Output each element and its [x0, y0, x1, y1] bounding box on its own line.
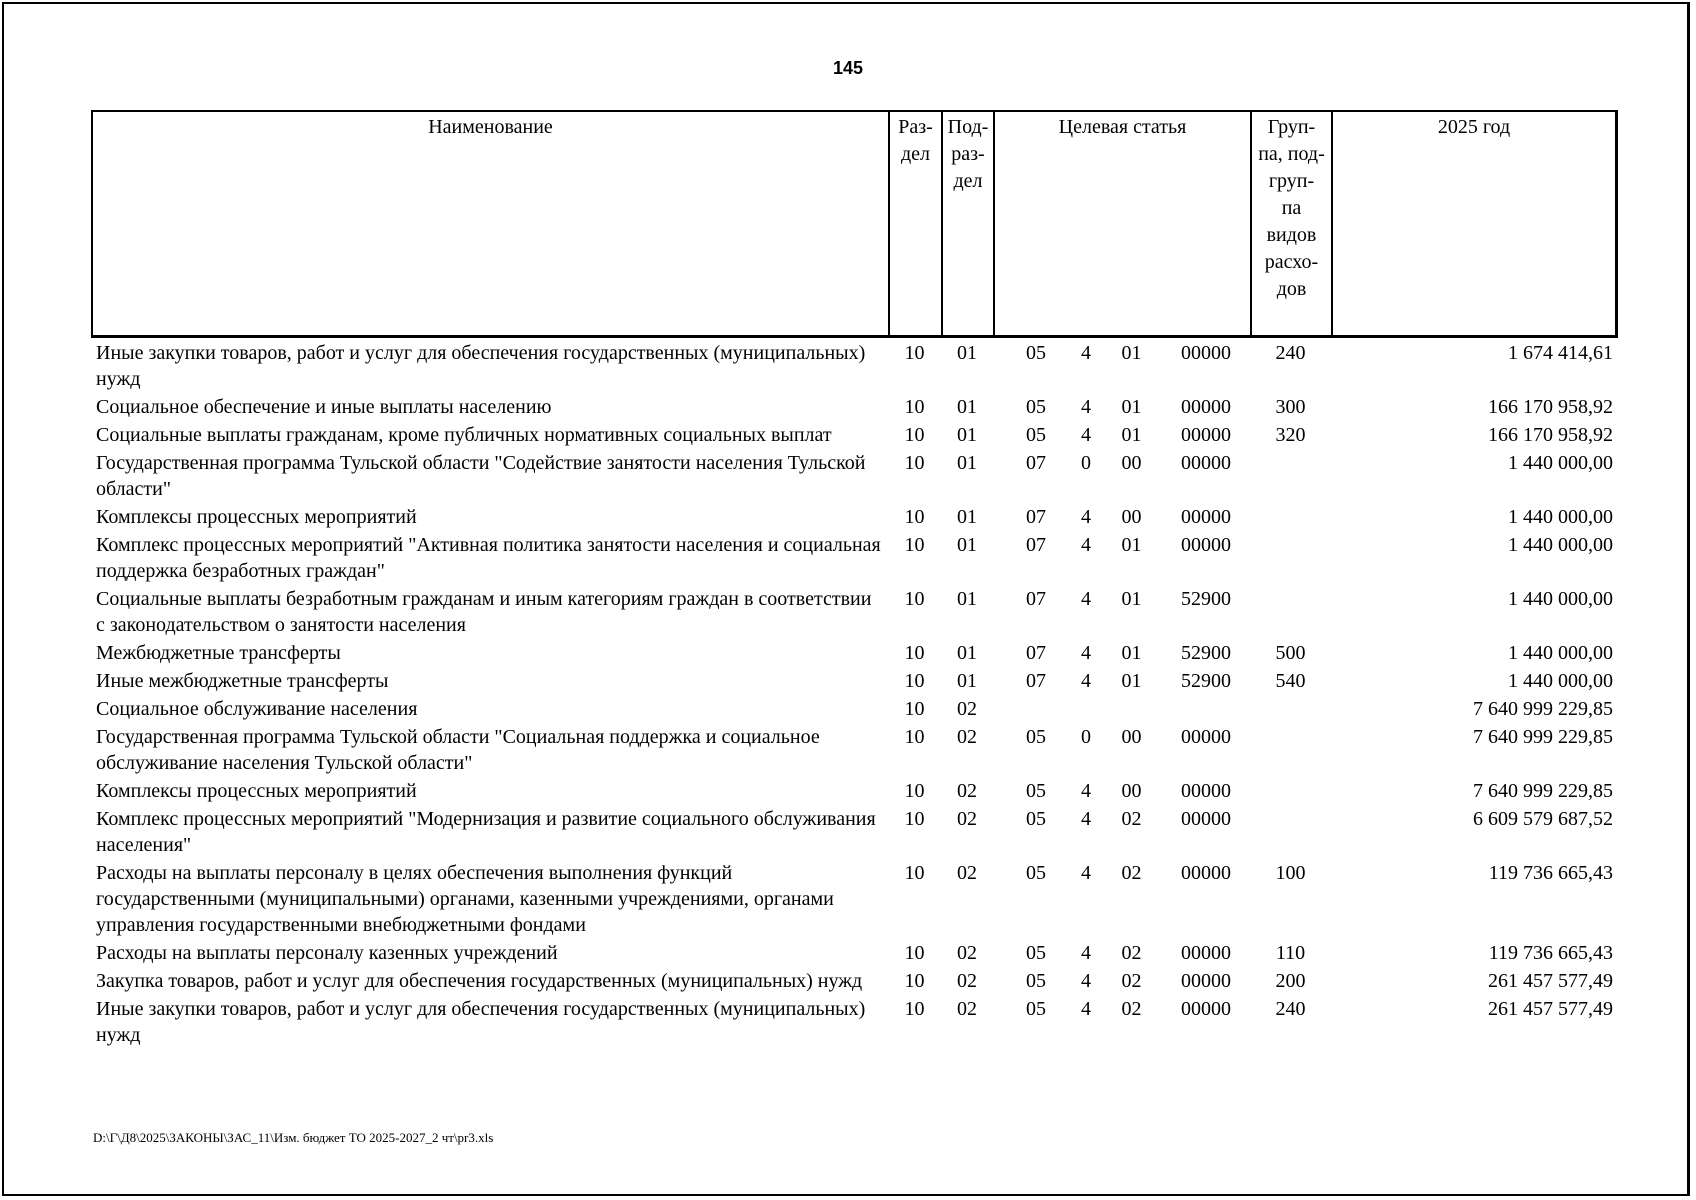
row-group: 110 — [1275, 942, 1306, 964]
row-t2: 4 — [1081, 506, 1091, 528]
row-t4: 52900 — [1181, 588, 1231, 610]
row-amount: 261 457 577,49 — [1488, 970, 1613, 992]
row-t1: 05 — [1026, 342, 1046, 364]
row-t4: 00000 — [1181, 998, 1231, 1020]
row-podrazdel: 01 — [957, 534, 977, 556]
table-row — [91, 724, 1618, 776]
row-podrazdel: 01 — [957, 342, 977, 364]
table-row — [91, 996, 1618, 1048]
table-header — [91, 110, 1618, 338]
row-name: Государственная программа Тульской области "Содействие занятости населения Тульской области" — [96, 452, 866, 500]
row-podrazdel: 02 — [957, 726, 977, 748]
row-amount: 1 440 000,00 — [1508, 588, 1613, 610]
row-name: Иные закупки товаров, работ и услуг для обеспечения государственных (муниципальных) нужд — [96, 342, 866, 390]
row-group: 100 — [1275, 862, 1306, 884]
row-t2: 4 — [1081, 534, 1091, 556]
row-t3: 01 — [1121, 396, 1142, 418]
row-t3: 01 — [1121, 670, 1142, 692]
row-razdel: 10 — [904, 698, 925, 720]
row-name: Государственная программа Тульской области "Социальная поддержка и социальное обслуживание населения Тульской области" — [96, 726, 820, 774]
row-amount: 1 440 000,00 — [1508, 642, 1613, 664]
row-podrazdel: 01 — [957, 670, 977, 692]
row-t2: 4 — [1081, 998, 1091, 1020]
row-amount: 119 736 665,43 — [1488, 942, 1613, 964]
row-podrazdel: 01 — [957, 588, 977, 610]
row-razdel: 10 — [904, 342, 925, 364]
row-t2: 4 — [1081, 780, 1091, 802]
row-name: Социальные выплаты гражданам, кроме публичных нормативных социальных выплат — [96, 424, 832, 446]
row-amount: 7 640 999 229,85 — [1473, 726, 1613, 748]
header-year: 2025 год — [1437, 116, 1511, 138]
row-name: Социальные выплаты безработным гражданам и иным категориям граждан в соответствии с законодательством о занятости населения — [96, 588, 872, 636]
row-amount: 261 457 577,49 — [1488, 998, 1613, 1020]
row-group: 240 — [1275, 998, 1306, 1020]
row-name: Закупка товаров, работ и услуг для обеспечения государственных (муниципальных) нужд — [96, 970, 863, 992]
row-t1: 05 — [1026, 862, 1046, 884]
row-podrazdel: 02 — [957, 998, 977, 1020]
table-body — [91, 340, 1618, 1050]
row-name: Комплекс процессных мероприятий "Модернизация и развитие социального обслуживания населения" — [96, 808, 876, 856]
row-amount: 1 440 000,00 — [1508, 534, 1613, 556]
row-name: Социальное обеспечение и иные выплаты населению — [96, 396, 552, 418]
row-razdel: 10 — [904, 642, 925, 664]
row-amount: 1 440 000,00 — [1508, 670, 1613, 692]
row-amount: 1 674 414,61 — [1508, 342, 1613, 364]
row-amount: 1 440 000,00 — [1508, 452, 1613, 474]
row-podrazdel: 02 — [957, 862, 977, 884]
row-t4: 00000 — [1181, 534, 1231, 556]
row-podrazdel: 02 — [957, 780, 977, 802]
row-t1: 05 — [1026, 726, 1046, 748]
row-t1: 05 — [1026, 970, 1046, 992]
table-row — [91, 668, 1618, 694]
row-amount: 7 640 999 229,85 — [1473, 780, 1613, 802]
row-name: Расходы на выплаты персоналу казенных учреждений — [96, 942, 558, 964]
row-t4: 00000 — [1181, 452, 1231, 474]
row-t1: 05 — [1026, 942, 1046, 964]
row-t4: 00000 — [1181, 424, 1231, 446]
row-t4: 00000 — [1181, 342, 1231, 364]
row-t1: 07 — [1026, 670, 1046, 692]
row-t2: 4 — [1081, 424, 1091, 446]
row-razdel: 10 — [904, 534, 925, 556]
row-t2: 4 — [1081, 642, 1091, 664]
row-t1: 05 — [1026, 780, 1046, 802]
row-podrazdel: 01 — [957, 506, 977, 528]
row-razdel: 10 — [904, 862, 925, 884]
row-amount: 166 170 958,92 — [1488, 396, 1613, 418]
row-razdel: 10 — [904, 424, 925, 446]
row-t2: 4 — [1081, 970, 1091, 992]
table-row — [91, 450, 1618, 502]
row-name: Социальное обслуживание населения — [96, 698, 418, 720]
row-razdel: 10 — [904, 588, 925, 610]
row-podrazdel: 01 — [957, 452, 977, 474]
row-name: Иные закупки товаров, работ и услуг для обеспечения государственных (муниципальных) нужд — [96, 998, 866, 1046]
row-t1: 05 — [1026, 808, 1046, 830]
row-podrazdel: 02 — [957, 942, 977, 964]
row-t3: 01 — [1121, 588, 1142, 610]
row-t4: 00000 — [1181, 808, 1231, 830]
row-t4: 00000 — [1181, 506, 1231, 528]
row-razdel: 10 — [904, 942, 925, 964]
row-t1: 07 — [1026, 452, 1046, 474]
header-razdel: Раз- дел — [890, 112, 943, 335]
row-razdel: 10 — [904, 670, 925, 692]
row-t3: 02 — [1121, 998, 1142, 1020]
row-t2: 0 — [1081, 726, 1091, 748]
row-name: Иные межбюджетные трансферты — [96, 670, 389, 692]
row-group: 320 — [1275, 424, 1306, 446]
row-razdel: 10 — [904, 780, 925, 802]
row-t2: 4 — [1081, 670, 1091, 692]
table-row — [91, 586, 1618, 638]
row-t4: 00000 — [1181, 862, 1231, 884]
row-name: Комплексы процессных мероприятий — [96, 780, 417, 802]
table-row — [91, 532, 1618, 584]
row-t3: 02 — [1121, 808, 1142, 830]
row-t1: 05 — [1026, 396, 1046, 418]
row-t3: 02 — [1121, 970, 1142, 992]
row-razdel: 10 — [904, 808, 925, 830]
row-t2: 0 — [1081, 452, 1091, 474]
table-row — [91, 778, 1618, 804]
row-t4: 00000 — [1181, 780, 1231, 802]
row-t3: 00 — [1121, 506, 1142, 528]
row-group: 500 — [1275, 642, 1306, 664]
row-razdel: 10 — [904, 452, 925, 474]
header-podrazdel: Под- раз- дел — [943, 112, 995, 335]
row-t4: 00000 — [1181, 970, 1231, 992]
row-t3: 02 — [1121, 942, 1142, 964]
table-row — [91, 422, 1618, 448]
table-row — [91, 640, 1618, 666]
table-row — [91, 968, 1618, 994]
table-row — [91, 860, 1618, 938]
row-name: Межбюджетные трансферты — [96, 642, 341, 664]
header-target: Целевая статья — [995, 112, 1252, 335]
row-t3: 02 — [1121, 862, 1142, 884]
row-t4: 52900 — [1181, 670, 1231, 692]
row-t2: 4 — [1081, 342, 1091, 364]
row-t1: 07 — [1026, 534, 1046, 556]
row-group: 200 — [1275, 970, 1306, 992]
table-row — [91, 504, 1618, 530]
table-row — [91, 394, 1618, 420]
row-name: Комплексы процессных мероприятий — [96, 506, 417, 528]
row-group: 240 — [1275, 342, 1306, 364]
row-t2: 4 — [1081, 808, 1091, 830]
row-razdel: 10 — [904, 396, 925, 418]
header-group: Груп- па, под- груп- па видов расхо- дов — [1252, 112, 1333, 335]
row-podrazdel: 01 — [957, 396, 977, 418]
row-t1: 05 — [1026, 424, 1046, 446]
row-t2: 4 — [1081, 396, 1091, 418]
row-t4: 00000 — [1181, 942, 1231, 964]
row-t3: 00 — [1121, 726, 1142, 748]
row-t3: 01 — [1121, 534, 1142, 556]
row-podrazdel: 02 — [957, 970, 977, 992]
row-t3: 01 — [1121, 424, 1142, 446]
page-number: 145 — [832, 58, 864, 78]
row-t3: 00 — [1121, 452, 1142, 474]
row-t2: 4 — [1081, 588, 1091, 610]
row-razdel: 10 — [904, 970, 925, 992]
row-razdel: 10 — [904, 998, 925, 1020]
row-t4: 52900 — [1181, 642, 1231, 664]
row-amount: 166 170 958,92 — [1488, 424, 1613, 446]
row-t4: 00000 — [1181, 726, 1231, 748]
table-row — [91, 806, 1618, 858]
header-name: Наименование — [93, 112, 890, 335]
row-t2: 4 — [1081, 942, 1091, 964]
row-t1: 05 — [1026, 998, 1046, 1020]
row-name: Комплекс процессных мероприятий "Активная политика занятости населения и социальная поддержка безработных граждан" — [96, 534, 881, 582]
row-t3: 01 — [1121, 642, 1142, 664]
row-t1: 07 — [1026, 588, 1046, 610]
row-podrazdel: 02 — [957, 698, 977, 720]
row-name: Расходы на выплаты персоналу в целях обеспечения выполнения функций государственными (муниципальными) органами, казенными учреждениями, органами управления государственными внебюджетными фондами — [96, 862, 834, 936]
row-t1: 07 — [1026, 506, 1046, 528]
row-t2: 4 — [1081, 862, 1091, 884]
row-podrazdel: 01 — [957, 424, 977, 446]
row-amount: 1 440 000,00 — [1508, 506, 1613, 528]
row-amount: 7 640 999 229,85 — [1473, 698, 1613, 720]
table-row — [91, 696, 1618, 722]
row-group: 300 — [1275, 396, 1306, 418]
row-razdel: 10 — [904, 506, 925, 528]
row-podrazdel: 02 — [957, 808, 977, 830]
row-group: 540 — [1275, 670, 1306, 692]
row-razdel: 10 — [904, 726, 925, 748]
row-amount: 6 609 579 687,52 — [1473, 808, 1613, 830]
row-t3: 01 — [1121, 342, 1142, 364]
table-row — [91, 340, 1618, 392]
row-t3: 00 — [1121, 780, 1142, 802]
table-row — [91, 940, 1618, 966]
row-t4: 00000 — [1181, 396, 1231, 418]
row-podrazdel: 01 — [957, 642, 977, 664]
file-path-footer: D:\Г\Д8\2025\ЗАКОНЫ\ЗАС_11\Изм. бюджет ТО 2025-2027_2 чт\pr3.xls — [93, 1130, 494, 1145]
row-t1: 07 — [1026, 642, 1046, 664]
row-amount: 119 736 665,43 — [1488, 862, 1613, 884]
